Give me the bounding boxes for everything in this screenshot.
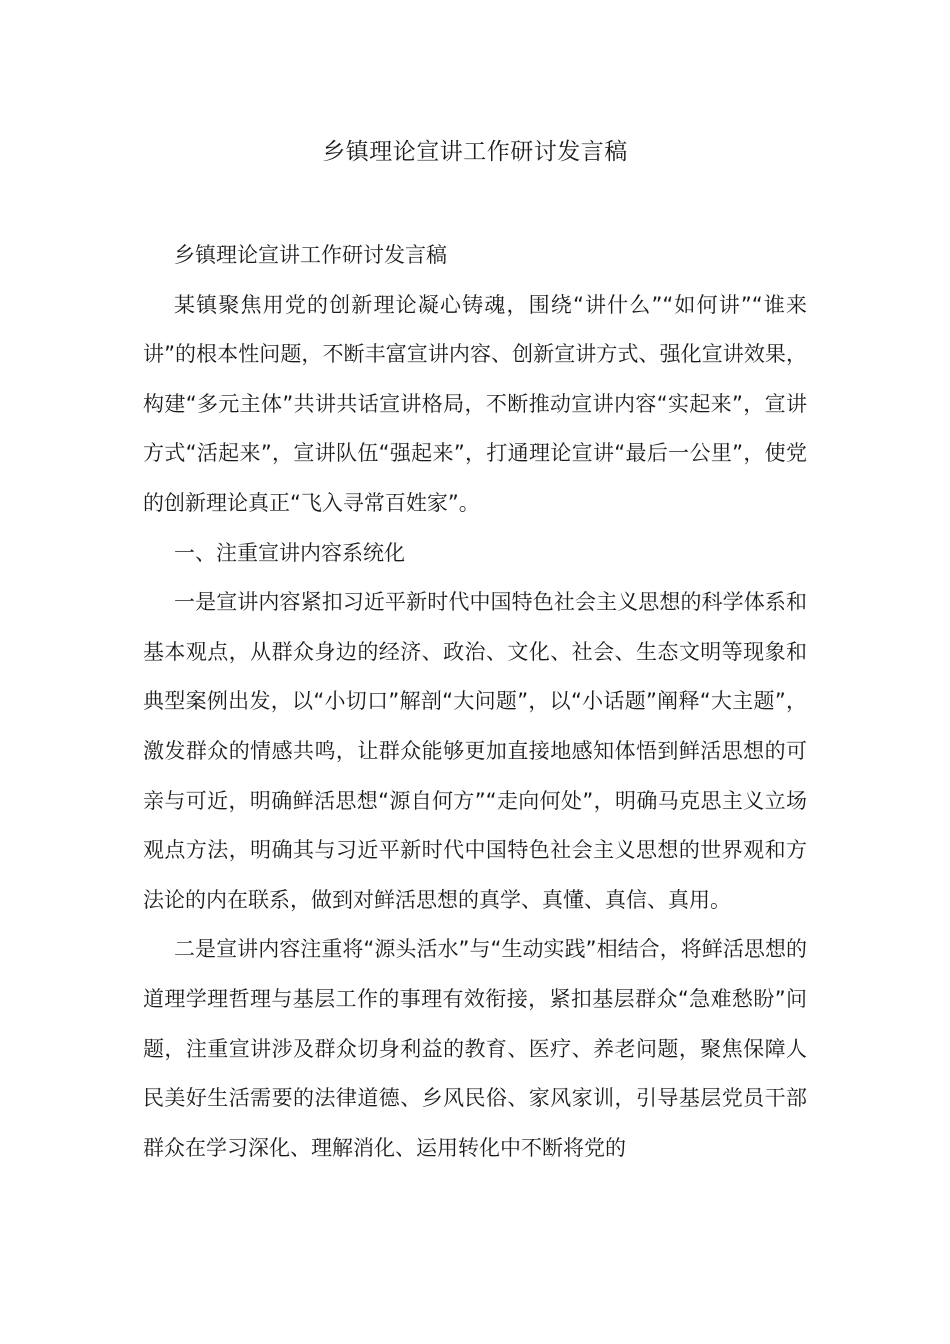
body-paragraph-heading: 乡镇理论宣讲工作研讨发言稿 bbox=[174, 243, 447, 267]
document-body bbox=[143, 231, 807, 1173]
document-title: 乡镇理论宣讲工作研讨发言稿 bbox=[322, 139, 628, 165]
body-paragraph-point-two: 二是宣讲内容注重将“源头活水”与“生动实践”相结合，将鲜活思想的道理学理哲理与基层工作的事理有效衔接，紧扣基层群众“急难愁盼”问题，注重宣讲涉及群众切身利益的教育、医疗、养老问题，聚焦保障人民美好生活需要的法律道德、乡风民俗、家风家训，引导基层党员干部群众在学习深化、理解消化、运用转化中不断将党的 bbox=[143, 937, 807, 1160]
body-paragraph-point-one: 一是宣讲内容紧扣习近平新时代中国特色社会主义思想的科学体系和基本观点，从群众身边的经济、政治、文化、社会、生态文明等现象和典型案例出发，以“小切口”解剖“大问题”，以“小话题”阐释“大主题”，激发群众的情感共鸣，让群众能够更加直接地感知体悟到鲜活思想的可亲与可近，明确鲜活思想“源自何方”“走向何处”，明确马克思主义立场观点方法，明确其与习近平新时代中国特色社会主义思想的世界观和方法论的内在联系，做到对鲜活思想的真学、真懂、真信、真用。 bbox=[143, 590, 807, 912]
section-heading: 一、注重宣讲内容系统化 bbox=[174, 540, 405, 565]
body-paragraph-intro: 某镇聚焦用党的创新理论凝心铸魂，围绕“讲什么”“如何讲”“谁来讲”的根本性问题，不断丰富宣讲内容、创新宣讲方式、强化宣讲效果，构建“多元主体”共讲共话宣讲格局，不断推动宣讲内容“实起来”，宣讲方式“活起来”，宣讲队伍“强起来”，打通理论宣讲“最后一公里”，使党的创新理论真正“飞入寻常百姓家”。 bbox=[143, 292, 807, 515]
